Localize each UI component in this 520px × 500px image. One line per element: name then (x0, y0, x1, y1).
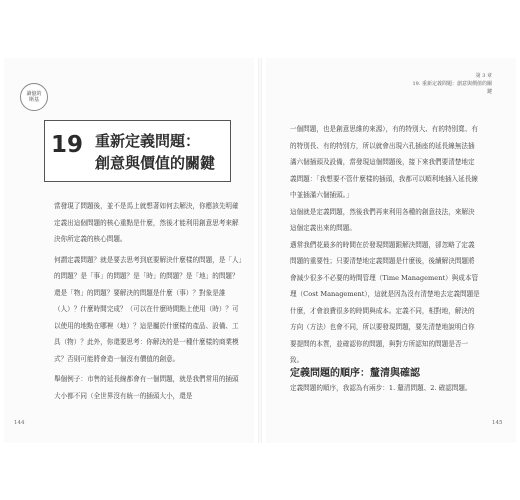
right-page-number: 145 (492, 420, 503, 426)
book-gutter (258, 58, 262, 443)
running-head-title: 19. 重新定義問題：創意與價值的關鍵 (412, 81, 492, 95)
chapter-title (95, 130, 215, 174)
left-body-text (54, 198, 244, 408)
chapter-title-line1: 重新定義問題： (95, 132, 201, 150)
section-body-text (290, 380, 480, 397)
chapter-title-line2: 創意與價值的關鍵 (95, 154, 216, 172)
paragraph: 定義問題的順序，我認為有兩步：1. 釐清問題、2. 確認問題。 (290, 384, 472, 392)
paragraph: 何謂定義問題？就是要去思考到底要解決什麼樣的問題，是「人」的問題？是「事」的問題？是「時」的問題？是「地」的問題？還是「物」的問題？要解決的問題是什麼（事）？對象是誰（人）？什麼時間完成？（可以在什麼時間點上使用（時）？可以使用的地點在哪裡（地）？這是屬於什麼樣的產品、設備、工具（物）？此外，你還要思考：你解決的是一種什麼樣的商業模式？否則可能將會造一個沒有價值的創意。 (54, 255, 242, 363)
chapter-heading-box (44, 120, 231, 182)
running-head (412, 72, 492, 96)
running-head-chapter: 第 3 章 (475, 73, 492, 79)
badge-line1: 讀億的 (26, 90, 42, 97)
paragraph: 邁常我們花最多的時間在於發現問題跟解決問題，卻忽略了定義問題的重要性；只要清楚地定義問題是什麼後，後續解決問題將會減少很多不必要的時間管理（Time Management）與成本管理（Cost Management），這就是因為沒有清楚地去定義問題是什麼，才會浪費很多的時間與成本。定義不同，相對地，解決的方向（方法）也會不同，所以要發現問題，要先清楚地說明白你要提問的本質，並確認你的問題，與對方所認知的問題是否一致。 (290, 240, 480, 364)
left-page-number: 144 (14, 420, 25, 426)
paragraph: 當發現了問題後，並不是馬上就想著如何去解決，你應該先明確定義出這個問題的核心重點是什麼，然後才能利用創意思考來解決你所定義的核心問題。 (54, 202, 239, 243)
paragraph: 這個就是定義問題，然後我們再來利用各種的創意技法，來解決這個定義出來的問題。 (290, 207, 475, 232)
chapter-number: 19 (51, 132, 84, 158)
right-body-text (290, 121, 480, 369)
paragraph: 一個問題，也是創意思維的來源），有的特別大、有的特別寬、有的特別長、有的特別方，所以就會出現六孔插座的延長線無法插滿六個插頭及設備，當發現這個問題後，接下來我們要清楚地定義問題：「我想要不管什麼樣的插頭，我都可以順利地插入延長線中並插滿六個插頭。」 (290, 125, 478, 199)
chapter-badge (20, 83, 48, 111)
paragraph: 舉個例子：市售的延長線都會有一個問題，就是我們常用的插頭大小都不同（全世界沒有統一的插頭大小，還是 (54, 375, 239, 400)
section-heading: 定義問題的順序：釐清與確認 (290, 368, 420, 379)
badge-line2: 斯基 (28, 97, 39, 103)
